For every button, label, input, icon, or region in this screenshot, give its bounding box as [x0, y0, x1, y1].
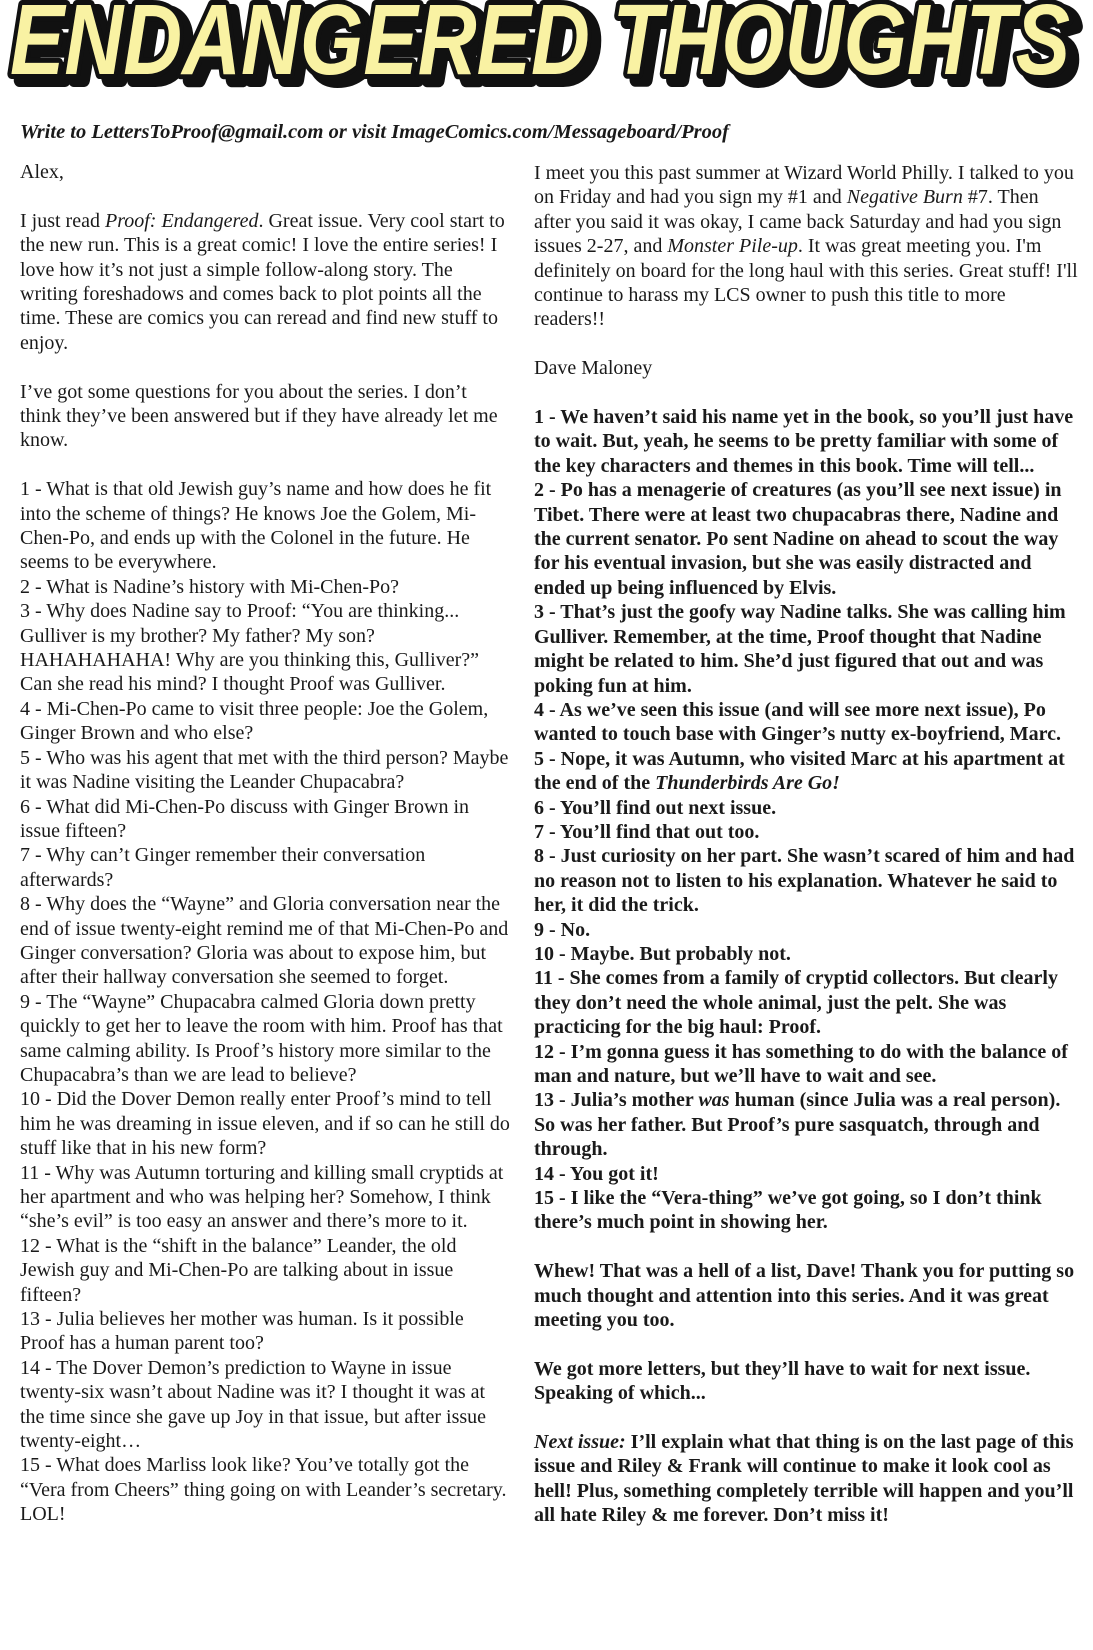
page-title: ENDANGERED THOUGHTS [10, 0, 1070, 96]
question-item: 3 - Why does Nadine say to Proof: “You are thinking... Gulliver is my brother? My father? My son? HAHAHAHAHA! Why are you thinking this, Gulliver?” Can she read his mind? I thought Proof was Gulliver. [20, 600, 479, 696]
question-item: 12 - What is the “shift in the balance” Leander, the old Jewish guy and Mi-Chen-Po are talking about in issue fifteen? [20, 1234, 457, 1306]
answer-item: 9 - No. [534, 918, 591, 941]
question-item: 11 - Why was Autumn torturing and killing small cryptids at her apartment and who was helping her? Somehow, I think “she’s evil” is too easy an answer and there’s more to it. [20, 1161, 504, 1233]
answer-item: 5 - Nope, it was Autumn, who visited Marc at his apartment at the end of the Thunderbirds Are Go! [534, 747, 1065, 795]
letter-salutation: Alex, [20, 161, 64, 183]
question-item: 7 - Why can’t Ginger remember their conversation afterwards? [20, 844, 426, 891]
letter-paragraph-1: I just read Proof: Endangered. Great issue. Very cool start to the new run. This is a great comic! I love the entire series! I love how it’s not just a simple follow-along story. The writing foreshadows and comes back to plot points all the time. These are comics you can reread and find new stuff to enjoy. [20, 209, 505, 354]
answer-item: 13 - Julia’s mother was human (since Julia was a real person). So was her father. But Proof’s pure sasquatch, through and through. [534, 1089, 1061, 1161]
reply-whew: Whew! That was a hell of a list, Dave! Thank you for putting so much thought and attention into this series. And it was great meeting you too. [534, 1260, 1075, 1332]
question-item: 4 - Mi-Chen-Po came to visit three people: Joe the Golem, Ginger Brown and who else? [20, 697, 489, 745]
question-item: 6 - What did Mi-Chen-Po discuss with Ginger Brown in issue fifteen? [20, 795, 470, 842]
reply-more-letters: We got more letters, but they’ll have to wait for next issue. Speaking of which... [534, 1357, 1031, 1405]
title-shadow: ENDANGERED THOUGHTS [18, 0, 1078, 102]
contact-line: Write to LettersToProof@gmail.com or visit ImageComics.com/Messageboard/Proof [20, 121, 729, 143]
letter-column-left [20, 160, 512, 1527]
question-item: 15 - What does Marliss look like? You’ve totally got the “Vera from Cheers” thing going on with Leander’s secretary. LOL! [20, 1454, 507, 1526]
next-issue-blurb: Next issue: I’ll explain what that thing is on the last page of this issue and Riley & Frank will continue to make it look cool as hell! Plus, something completely terrible will happen and you’ll all hate Riley & me forever. Don’t miss it! [534, 1431, 1074, 1527]
answer-item: 8 - Just curiosity on her part. She wasn’t scared of him and had no reason not to listen to his explanation. Whatever he said to her, it did the trick. [534, 845, 1075, 917]
title-logo [0, 0, 1093, 112]
letter-closing: I meet you this past summer at Wizard World Philly. I talked to you on Friday and had you sign my #1 and Negative Burn #7. Then after you said it was okay, I came back Saturday and had you sign issues 2-27, and Monster Pile-up. It was great meeting you. I'm definitely on board for the long haul with this series. Great stuff! I'll continue to harass my LCS owner to push this title to more readers!! [534, 162, 1078, 331]
answer-item: 12 - I’m gonna guess it has something to do with the balance of man and nature, but we’ll have to wait and see. [534, 1040, 1068, 1087]
reply-answers [534, 405, 1080, 1528]
question-item: 14 - The Dover Demon’s prediction to Wayne in issue twenty-six wasn’t about Nadine was it? I thought it was at the time since she gave up Joy in that issue, but after issue twenty-eight… [20, 1356, 487, 1453]
answer-item: 11 - She comes from a family of cryptid collectors. But clearly they don’t need the whole animal, just the pelt. She was practicing for the big haul: Proof. [534, 967, 1058, 1039]
question-item: 2 - What is Nadine’s history with Mi-Chen-Po? [20, 575, 400, 598]
letter-column-right [534, 161, 1080, 1528]
answer-item: 15 - I like the “Vera-thing” we’ve got going, so I don’t think there’s much point in showing her. [534, 1187, 1042, 1234]
question-item: 5 - Who was his agent that met with the third person? Maybe it was Nadine visiting the Leander Chupacabra? [20, 746, 509, 794]
title-outline: ENDANGERED THOUGHTS [10, 0, 1070, 96]
letter-paragraph-2: I’ve got some questions for you about the series. I don’t think they’ve been answered but if they have already let me know. [20, 380, 498, 452]
page-banner [0, 0, 1093, 112]
question-item: 1 - What is that old Jewish guy’s name and how does he fit into the scheme of things? He knows Joe the Golem, Mi-Chen-Po, and ends up with the Colonel in the future. He seems to be everywhere. [20, 478, 492, 574]
next-issue-label: Next issue: [534, 1431, 626, 1454]
question-item: 10 - Did the Dover Demon really enter Proof’s mind to tell him he was dreaming in issue eleven, and if so can he still do stuff like that in his new form? [20, 1088, 510, 1160]
answer-item: 6 - You’ll find out next issue. [534, 796, 777, 819]
answer-item: 7 - You’ll find that out too. [534, 820, 760, 843]
question-item: 13 - Julia believes her mother was human. Is it possible Proof has a human parent too? [20, 1308, 464, 1355]
answer-item: 1 - We haven’t said his name yet in the book, so you’ll just have to wait. But, yeah, he seems to be pretty familiar with some of the key characters and themes in this book. Time will tell... [534, 406, 1074, 477]
question-item: 8 - Why does the “Wayne” and Gloria conversation near the end of issue twenty-eight remind me of that Mi-Chen-Po and Ginger conversation? Gloria was about to expose him, but after their hallway conversation she seemed to forget. [20, 893, 509, 989]
comic-title: Proof: Endangered [104, 209, 259, 232]
answer-item: 4 - As we’ve seen this issue (and will see more next issue), Po wanted to touch base with Ginger’s nutty ex-boyfriend, Marc. [534, 698, 1062, 746]
letter-signature: Dave Maloney [534, 357, 653, 380]
answer-item: 2 - Po has a menagerie of creatures (as you’ll see next issue) in Tibet. There were at least two chupacabras there, Nadine and the current senator. Po sent Nadine on ahead to scout the way for his eventual invasion, but she was easily distracted and ended up being influenced by Elvis. [534, 479, 1062, 599]
answer-item: 14 - You got it! [534, 1162, 659, 1185]
answer-item: 3 - That’s just the goofy way Nadine talks. She was calling him Gulliver. Remember, at the time, Proof thought that Nadine might be related to him. She’d just figured that out and was poking fun at him. [534, 601, 1066, 697]
question-item: 9 - The “Wayne” Chupacabra calmed Gloria down pretty quickly to get her to leave the room with him. Proof has that same calming ability. Is Proof’s history more similar to the Chupacabra’s than we are lead to believe? [20, 990, 503, 1086]
answer-item: 10 - Maybe. But probably not. [534, 942, 791, 965]
